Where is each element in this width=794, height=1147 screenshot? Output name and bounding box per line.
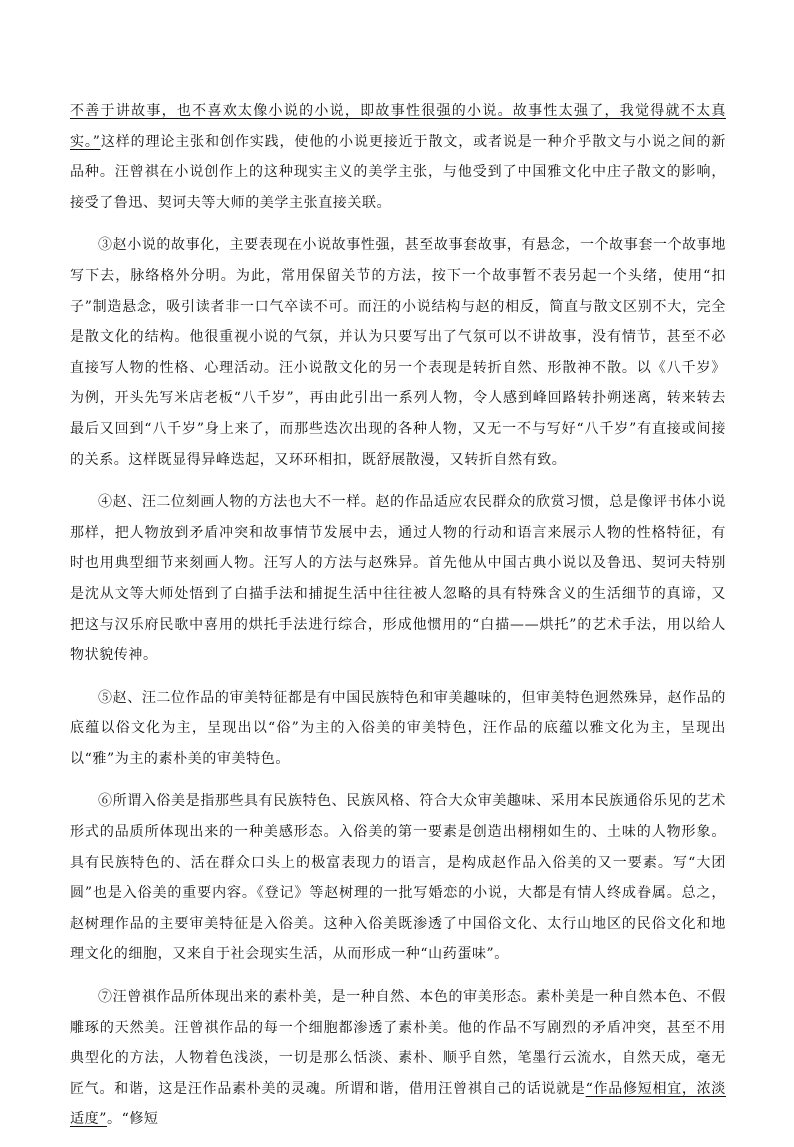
paragraph-continuation	[70, 96, 726, 218]
paragraph-3	[70, 230, 726, 475]
paragraph-text: ⑦汪曾祺作品所体现出来的素朴美，是一种自然、本色的审美形态。素朴美是一种自然本色、不假雕琢的天然美。汪曾祺作品的每一个细胞都渗透了素朴美。他的作品不写剧烈的矛盾冲突，甚至不用典型化的方法，人物着色浅淡，一切是那么恬淡、素朴、顺乎自然，笔墨行云流水，自然天成，毫无匠气。和谐，这是汪作品素朴美的灵魂。所谓和谐，借用汪曾祺自己的话说就是	[70, 989, 726, 1097]
paragraph-text: 。“修短	[106, 1111, 159, 1128]
paragraph-text: ③赵小说的故事化，主要表现在小说故事性强，甚至故事套故事，有悬念，一个故事套一个故事地写下去，脉络格外分明。为此，常用保留关节的方法，按下一个故事暂不表另起一个头绪，使用“扣子”制造悬念，吸引读者非一口气卒读不可。而汪的小说结构与赵的相反，简直与散文区别不大，完全是散文化的结构。他很重视小说的气氛，并认为只要写出了气氛可以不讲故事，没有情节，甚至不必直接写人物的性格、心理活动。汪小说散文化的另一个表现是转折自然、形散神不散。以《八千岁》为例，开头先写米店老板“八千岁”，再由此引出一系列人物，令人感到峰回路转扑朔迷离，转来转去最后又回到“八千岁”身上来了，而那些迭次出现的各种人物，又无一不与写好“八千岁”有直接或间接的关系。这样既显得异峰迭起，又环环相扣，既舒展散漫，又转折自然有致。	[70, 237, 726, 468]
paragraph-text: ⑤赵、汪二位作品的审美特征都是有中国民族特色和审美趣味的，但审美特色迥然殊异，赵作品的底蕴以俗文化为主，呈现出以“俗”为主的入俗美的审美特色，汪作品的底蕴以雅文化为主，呈现出以“雅”为主的素朴美的审美特色。	[70, 689, 726, 767]
paragraph-7	[70, 982, 726, 1135]
document-page	[70, 96, 726, 1147]
paragraph-text: ④赵、汪二位刻画人物的方法也大不一样。赵的作品适应农民群众的欣赏习惯，总是像评书体小说那样，把人物放到矛盾冲突和故事情节发展中去，通过人物的行动和语言来展示人物的性格特征，有时也用典型细节来刻画人物。汪写人的方法与赵殊异。首先他从中国古典小说以及鲁迅、契诃夫特别是沈从文等大师处悟到了白描手法和捕捉生活中往往被人忽略的具有特殊含义的生活细节的真谛，又把这与汉乐府民歌中喜用的烘托手法进行综合，形成他惯用的“白描——烘托”的艺术手法，用以给人物状貌传神。	[70, 494, 726, 664]
underlined-quote: 不善于讲故事，也不喜欢太像小说的小说，即故事性很强的小说。故事性太强了，我觉得就不太真实。”	[70, 103, 726, 150]
paragraph-text: 这样的理论主张和创作实践，使他的小说更接近于散文，或者说是一种介乎散文与小说之间的新品种。汪曾祺在小说创作上的这种现实主义的美学主张，与他受到了中国雅文化中庄子散文的影响，接受了鲁迅、契诃夫等大师的美学主张直接关联。	[70, 133, 726, 211]
paragraph-6	[70, 786, 726, 970]
paragraph-text: ⑥所谓入俗美是指那些具有民族特色、民族风格、符合大众审美趣味、采用本民族通俗乐见的艺术形式的品质所体现出来的一种美感形态。入俗美的第一要素是创造出栩栩如生的、土味的人物形象。具有民族特色的、活在群众口头上的极富表现力的语言，是构成赵作品入俗美的又一要素。写“大团圆”也是入俗美的重要内容。《登记》等赵树理的一批写婚恋的小说，大都是有情人终成眷属。总之，赵树理作品的主要审美特征是入俗美。这种入俗美既渗透了中国俗文化、太行山地区的民俗文化和地理文化的细胞，又来自于社会现实生活，从而形成一种“山药蛋味”。	[70, 793, 726, 963]
paragraph-5	[70, 683, 726, 775]
underlined-quote: “作品修短相宜，浓淡适度”	[70, 1080, 726, 1128]
paragraph-4	[70, 487, 726, 671]
